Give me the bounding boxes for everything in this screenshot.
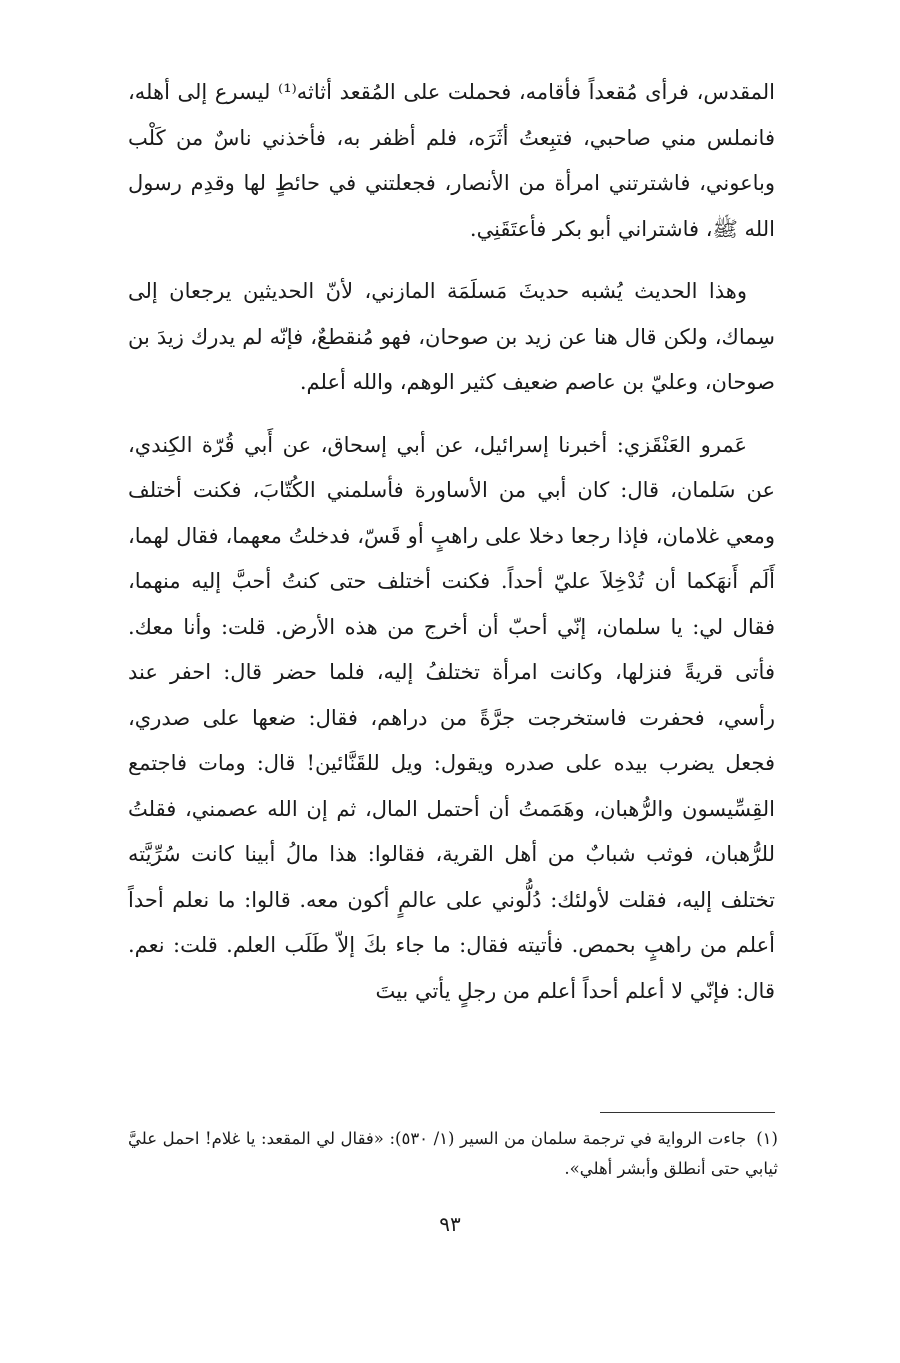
- paragraph-2: وهذا الحديث يُشبه حديثَ مَسلَمَة المازني، لأنّ الحديثين يرجعان إلى سِماك، ولكن قال هنا عن زيد بن صوحان، فهو مُنقطعٌ، فإنّه لم يدرك زيدَ بن صوحان، وعليّ بن عاصم ضعيف كثير الوهم، والله أعلم.: [128, 279, 775, 394]
- main-text: [128, 70, 775, 1014]
- page-number: ٩٣: [439, 1212, 461, 1236]
- footnote-text: جاءت الرواية في ترجمة سلمان من السير (١/ ٥٣٠): «فقال لي المقعد: يا غلام! احمل عليَّ ثيابي حتى أنطلق وأبشر أهلي».: [128, 1129, 778, 1178]
- footnote: [128, 1124, 778, 1184]
- footnote-divider: [600, 1112, 775, 1113]
- paragraph-3: عَمرو العَنْقَزي: أخبرنا إسرائيل، عن أبي إسحاق، عن أَبي قُرّة الكِندي، عن سَلمان، قال: كان أبي من الأساورة فأسلمني الكُتّابَ، فكنت أختلف ومعي غلامان، فإذا رجعا دخلا على راهبٍ أو قَسّ، فدخلتُ معهما، فقال لهما، أَلَم أَنهَكما أن تُدْخِلاَ عليّ أحداً. فكنت أختلف حتى كنتُ أحبَّ إليه منهما، فقال لي: يا سلمان، إنّي أحبّ أن أخرج من هذه الأرض. قلت: وأنا معك. فأتى قريةً فنزلها، وكانت امرأة تختلفُ إليه، فلما حضر قال: احفر عند رأسي، فحفرت فاستخرجت جرَّةً من دراهم، فقال: ضعها على صدري، فجعل يضرب بيده على صدره ويقول: ويل للقَنَّائين! قال: ومات فاجتمع القِسِّيسون والرُّهبان، وهَمَمتُ أن أحتمل المال، ثم إن الله عصمني، فقلتُ للرُّهبان، فوثب شبابٌ من أهل القرية، فقالوا: هذا مالُ أبينا كانت سُرِّيَّته تختلف إليه، فقلت لأولئك: دُلُّوني على عالمٍ أكون معه. قالوا: ما نعلم أحداً أعلم من راهبٍ بحمص. فأتيته فقال: ما جاء بكَ إلاّ طَلَب العلم. قلت: نعم. قال: فإنّي لا أعلم أحداً أعلم من رجلٍ يأتي بيتَ: [128, 432, 775, 1003]
- footnote-marker: (١): [756, 1129, 778, 1148]
- paragraph-1: المقدس، فرأى مُقعداً فأقامه، فحملت على المُقعد أثاثه⁽¹⁾ ليسرع إلى أهله، فانملس مني صاحبي، فتبِعتُ أثَرَه، فلم أظفر به، فأخذني ناسٌ من كَلْب وباعوني، فاشترتني امرأة من الأنصار، فجعلتني في حائطٍ لها وقدِم رسول الله ﷺ، فاشتراني أبو بكر فأعتَقَنِي.: [128, 80, 776, 241]
